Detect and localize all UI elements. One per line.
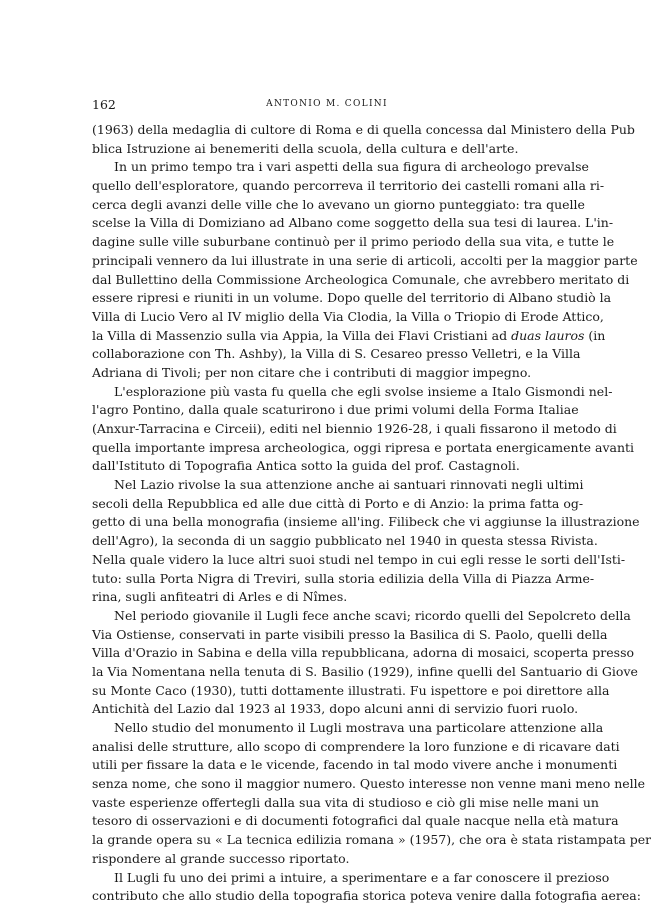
text-line: secoli della Repubblica ed alle due città di Porto e di Anzio: la prima fatta og-	[92, 495, 584, 511]
text-line: In un primo tempo tra i vari aspetti della sua figura di archeologo prevalse	[114, 159, 589, 175]
text-line: Nel Lazio rivolse la sua attenzione anche ai santuari rinnovati negli ultimi	[114, 477, 584, 493]
text-line: Antichità del Lazio dal 1923 al 1933, dopo alcuni anni di servizio fuori ruolo.	[92, 701, 579, 717]
text-line: rispondere al grande successo riportato.	[92, 850, 350, 866]
text-line: tesoro di osservazioni e di documenti fotografici dal quale nacque nella età matura	[92, 813, 619, 829]
text-line: getto di una bella monografia (insieme all'ing. Filibeck che vi aggiunse la illustrazione	[92, 514, 640, 530]
text-line: la Villa di Massenzio sulla via Appia, la Villa dei Flavi Cristiani ad duas lauros (in	[92, 327, 606, 343]
text-line: la Via Nomentana nella tenuta di S. Basilio (1929), infine quelli del Santuario di Giove	[92, 663, 638, 679]
text-line: blica Istruzione ai benemeriti della scuola, della cultura e dell'arte.	[92, 140, 519, 156]
text-line: (1963) della medaglia di cultore di Roma e di quella concessa dal Ministero della Pub	[92, 122, 635, 137]
page-number: 162	[92, 97, 116, 112]
text-line: Il Lugli fu uno dei primi a intuire, a sperimentare e a far conoscere il prezioso	[114, 869, 610, 885]
text-line: Nel periodo giovanile il Lugli fece anche scavi; ricordo quelli del Sepolcreto della	[114, 607, 631, 623]
page-header	[92, 97, 562, 113]
text-line: la grande opera su « La tecnica edilizia romana » (1957), che ora è stata ristampata per	[92, 832, 651, 848]
text-line: l'agro Pontino, dalla quale scaturirono i due primi volumi della Forma Italiae	[92, 402, 579, 418]
text-line: Nello studio del monumento il Lugli mostrava una particolare attenzione alla	[114, 720, 604, 735]
text-line: dal Bullettino della Commissione Archeologica Comunale, che avrebbero meritato di	[92, 271, 630, 287]
text-line: (Anxur-Tarracina e Circeii), editi nel biennio 1926-28, i quali fissarono il metodo di	[92, 421, 617, 436]
text-line: Villa di Lucio Vero al IV miglio della Via Clodia, la Villa o Triopio di Erode Attico,	[92, 308, 604, 324]
text-line: senza nome, che sono il maggior numero. Questo interesse non venne mani meno nelle	[92, 776, 646, 792]
text-line: cerca degli avanzi delle ville che lo avevano un giorno punteggiato: tra quelle	[92, 196, 585, 212]
text-line: su Monte Caco (1930), tutti dottamente illustrati. Fu ispettore e poi direttore alla	[92, 682, 610, 698]
text-line: tuto: sulla Porta Nigra di Treviri, sulla storia edilizia della Villa di Piazza Arme-	[92, 570, 595, 586]
text-line: quella importante impresa archeologica, oggi ripresa e portata energicamente avanti	[92, 439, 635, 455]
text-line: utili per fissare la data e le vicende, facendo in tal modo vivere anche i monumenti	[92, 757, 618, 773]
body-text	[92, 121, 651, 906]
text-line: Nella quale videro la luce altri suoi studi nel tempo in cui egli resse le sorti dell'Isti-	[92, 551, 626, 567]
text-line: essere ripresi e riuniti in un volume. Dopo quelle del territorio di Albano studiò la	[92, 290, 612, 306]
text-line: analisi delle strutture, allo scopo di comprendere la loro funzione e di ricavare dati	[92, 738, 620, 754]
text-line: rina, sugli anfiteatri di Arles e di Nîmes.	[92, 589, 348, 605]
text-line: collaborazione con Th. Ashby), la Villa di S. Cesareo presso Velletri, e la Villa	[92, 346, 581, 362]
text-line: vaste esperienze offertegli dalla sua vita di studioso e ciò gli mise nelle mani un	[92, 794, 599, 810]
text-line: scelse la Villa di Domiziano ad Albano come soggetto della sua tesi di laurea. L'in-	[92, 215, 614, 231]
text-line: dell'Agro), la seconda di un saggio pubblicato nel 1940 in questa stessa Rivista.	[92, 533, 598, 549]
text-line: dall'Istituto di Topografia Antica sotto la guida del prof. Castagnoli.	[92, 458, 520, 474]
text-line: dagine sulle ville suburbane continuò per il primo periodo della sua vita, e tutte le	[92, 234, 615, 250]
text-line: Via Ostiense, conservati in parte visibili presso la Basilica di S. Paolo, quelli della	[92, 626, 608, 642]
running-title: ANTONIO M. COLINI	[266, 99, 388, 109]
text-line: quello dell'esploratore, quando percorreva il territorio dei castelli romani alla ri-	[92, 178, 605, 194]
text-line: L'esplorazione più vasta fu quella che egli svolse insieme a Italo Gismondi nel-	[114, 383, 613, 399]
text-line: Adriana di Tivoli; per non citare che i contributi di maggior impegno.	[92, 364, 532, 380]
text-line: principali vennero da lui illustrate in una serie di articoli, accolti per la maggior parte	[92, 252, 638, 268]
text-line: contributo che allo studio della topografia storica poteva venire dalla fotografia aerea:	[92, 888, 641, 904]
text-line: Villa d'Orazio in Sabina e della villa repubblicana, adorna di mosaici, scoperta presso	[92, 645, 635, 661]
